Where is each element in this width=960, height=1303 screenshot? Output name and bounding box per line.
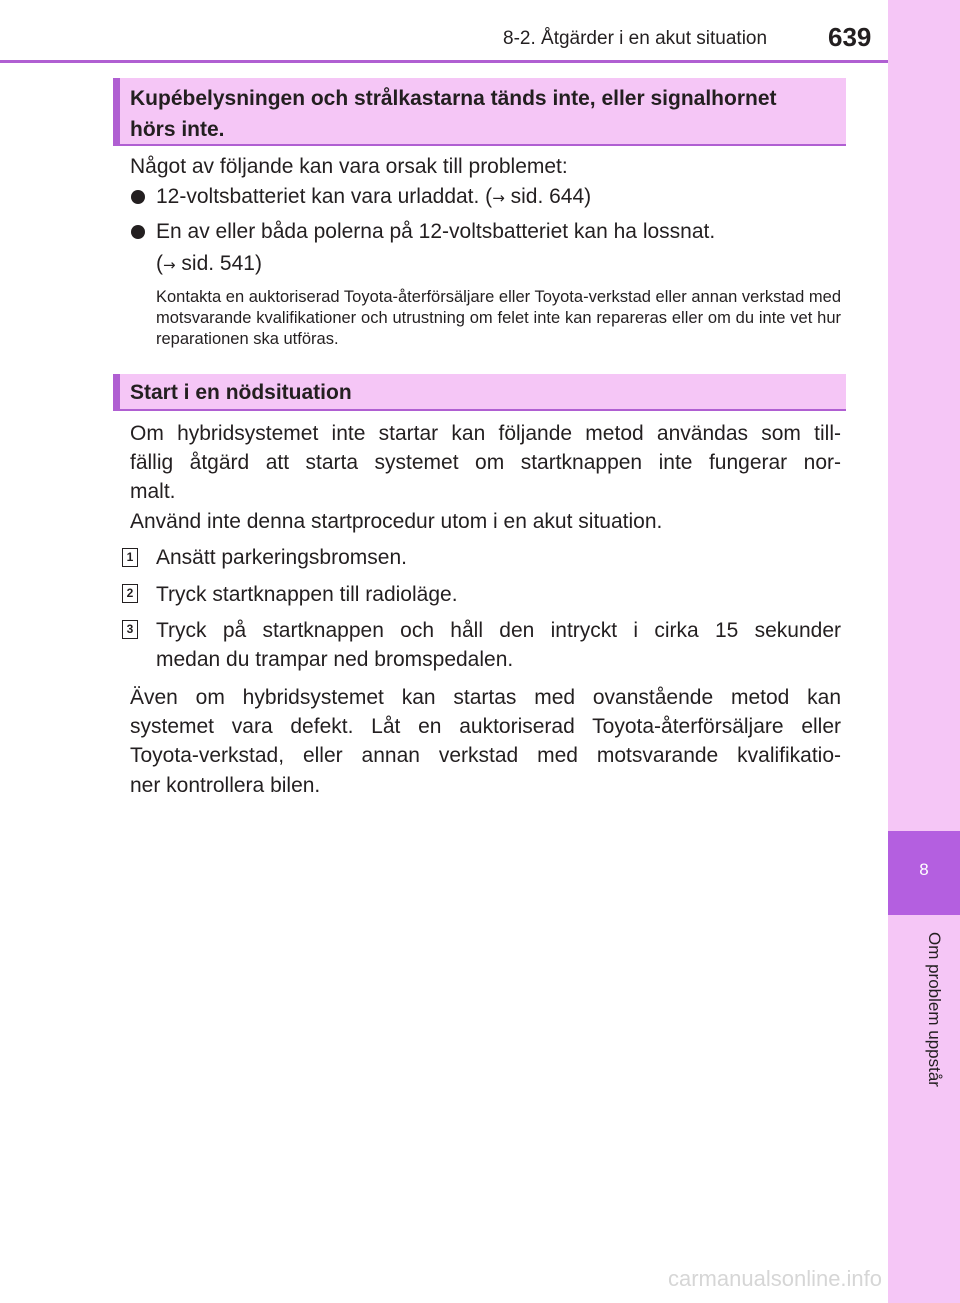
closing-line1-text: Även om hybridsystemet kan startas med ovanstående metod kan bbox=[130, 686, 841, 709]
closing-line3-text: Toyota-verkstad, eller annan verkstad med motsvarande kvalifikatio- bbox=[130, 744, 841, 767]
bullet-battery-terminals: En av eller båda polerna på 12-voltsbatteriet kan ha lossnat. bbox=[156, 220, 716, 243]
closing-line2 bbox=[130, 712, 841, 741]
bullet-battery-terminals-ref bbox=[156, 249, 262, 280]
closing-line3 bbox=[130, 741, 841, 770]
page-reference: sid. 644) bbox=[504, 185, 592, 208]
step-2-text: Tryck startknappen till radioläge. bbox=[156, 583, 458, 606]
step-3-line1: Tryck på startknappen och håll den intryckt i cirka 15 sekunder bbox=[156, 619, 841, 642]
closing-line4: ner kontrollera bilen. bbox=[130, 774, 321, 797]
step-3-text-line1 bbox=[156, 616, 841, 645]
closing-line2-text: systemet vara defekt. Låt en auktoriserad Toyota-återförsäljare eller bbox=[130, 715, 841, 738]
step-1-text: Ansätt parkeringsbromsen. bbox=[156, 546, 407, 569]
section1-intro: Något av följande kan vara orsak till problemet: bbox=[130, 155, 568, 178]
bullet-text: 12-voltsbatteriet kan vara urladdat. ( bbox=[156, 185, 493, 208]
section2-intro-line1 bbox=[130, 419, 841, 448]
header-section-title: 8-2. Åtgärder i en akut situation bbox=[503, 28, 768, 49]
intro-line2-text: fällig åtgärd att starta systemet om startknappen inte fungerar nor- bbox=[130, 451, 841, 474]
closing-line1 bbox=[130, 683, 841, 712]
step-number-box: 3 bbox=[122, 620, 138, 639]
page-number: 639 bbox=[828, 22, 872, 52]
section1-note: Kontakta en auktoriserad Toyota-återförsäljare eller Toyota-verkstad eller annan verkstad med motsvarande kvalifikationer och utrustning om felet inte kan repareras eller om du inte vet hur reparationen ska utföras. bbox=[156, 288, 841, 348]
bullet-icon bbox=[131, 190, 145, 204]
ref-open-paren: ( bbox=[156, 252, 163, 275]
header-divider bbox=[0, 60, 888, 63]
intro-line1-text: Om hybridsystemet inte startar kan följande metod användas som till- bbox=[130, 422, 841, 445]
chapter-side-tab bbox=[888, 0, 960, 1303]
step-number-box: 2 bbox=[122, 584, 138, 603]
chapter-number-tab: 8 bbox=[888, 831, 960, 915]
step-3-text-line2: medan du trampar ned bromspedalen. bbox=[156, 648, 514, 671]
section-heading-line2: hörs inte. bbox=[130, 118, 225, 141]
watermark: carmanualsonline.info bbox=[668, 1266, 883, 1291]
page-reference: sid. 541) bbox=[175, 252, 262, 275]
section-heading-lights-horn bbox=[113, 78, 846, 146]
section2-intro-line2 bbox=[130, 448, 841, 477]
section-heading-emergency-start: Start i en nödsituation bbox=[113, 374, 846, 411]
step-number-box: 1 bbox=[122, 548, 138, 567]
bullet-battery-discharged bbox=[156, 182, 591, 213]
bullet-icon bbox=[131, 225, 145, 239]
section2-warning: Använd inte denna startprocedur utom i en akut situation. bbox=[130, 510, 663, 533]
chapter-label: Om problem uppstår bbox=[925, 932, 944, 1087]
section2-intro-line3: malt. bbox=[130, 480, 176, 503]
arrow-right-icon: → bbox=[163, 256, 176, 274]
arrow-right-icon: → bbox=[492, 189, 505, 207]
section-heading-line1: Kupébelysningen och strålkastarna tänds inte, eller signalhornet bbox=[130, 87, 777, 110]
